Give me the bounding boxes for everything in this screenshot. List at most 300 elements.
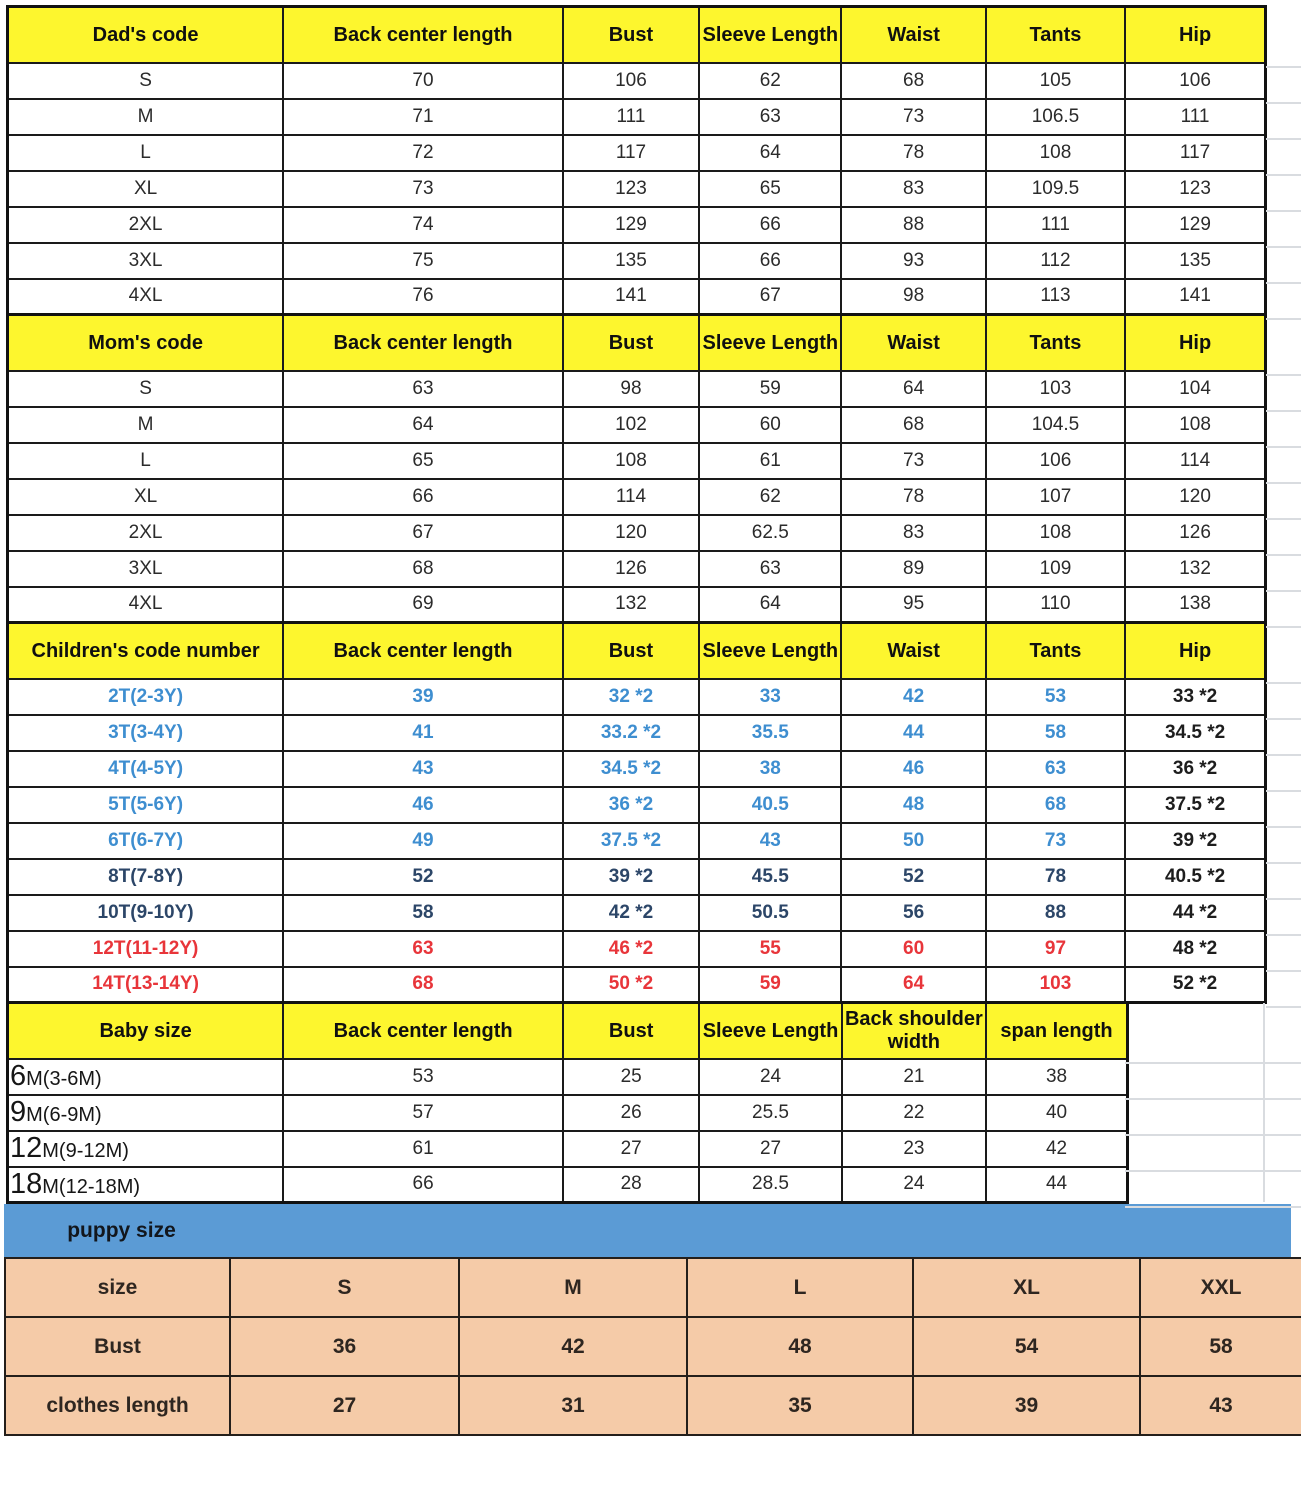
value-cell: 64 xyxy=(283,407,563,443)
value-cell: 24 xyxy=(842,1167,986,1203)
value-cell: 23 xyxy=(842,1131,986,1167)
column-header-cell: Back center length xyxy=(283,623,563,679)
row-label-size-number: 18 xyxy=(10,1167,43,1200)
value-cell: 68 xyxy=(986,787,1125,823)
table-row xyxy=(5,1376,1301,1435)
row-label xyxy=(8,1131,284,1167)
gridline xyxy=(1125,1062,1301,1064)
value-cell: 114 xyxy=(1125,443,1265,479)
value-cell: 44 xyxy=(841,715,985,751)
value-cell: 46 xyxy=(841,751,985,787)
value-cell: 132 xyxy=(1125,551,1265,587)
table-row xyxy=(8,967,1266,1003)
gridline xyxy=(1266,174,1301,176)
value-cell: 98 xyxy=(563,371,699,407)
row-label: 4T(4-5Y) xyxy=(8,751,284,787)
value-cell: 48 xyxy=(841,787,985,823)
row-label-age-range: M(6-9M) xyxy=(26,1104,102,1126)
column-header-cell: Sleeve Length xyxy=(699,1003,841,1059)
puppy-clothes-length-cell: 39 xyxy=(913,1376,1140,1435)
mom-code-header-cell: Mom's code xyxy=(8,315,284,371)
value-cell: 104 xyxy=(1125,371,1265,407)
value-cell: 27 xyxy=(563,1131,699,1167)
value-cell: 44 xyxy=(986,1167,1127,1203)
value-cell: 68 xyxy=(283,967,563,1003)
value-cell: 33.2 *2 xyxy=(563,715,699,751)
puppy-size-title: puppy size xyxy=(67,1218,176,1242)
table-row xyxy=(8,1167,1128,1203)
value-cell: 53 xyxy=(283,1059,563,1095)
row-label: 4XL xyxy=(8,279,284,315)
gridline xyxy=(1125,1098,1301,1100)
gridline xyxy=(1266,282,1301,284)
gridline xyxy=(1266,318,1301,320)
value-cell: 65 xyxy=(283,443,563,479)
mom-size-table xyxy=(6,313,1267,624)
value-cell: 26 xyxy=(563,1095,699,1131)
value-cell: 135 xyxy=(1125,243,1265,279)
value-cell: 93 xyxy=(841,243,985,279)
gridline xyxy=(1266,970,1301,972)
table-row xyxy=(8,587,1266,623)
row-label: 2XL xyxy=(8,515,284,551)
puppy-row-header: size xyxy=(5,1258,230,1317)
column-header-cell: span length xyxy=(986,1003,1127,1059)
value-cell: 138 xyxy=(1125,587,1265,623)
value-cell: 106 xyxy=(1125,63,1265,99)
value-cell: 25 xyxy=(563,1059,699,1095)
table-row xyxy=(8,171,1266,207)
table-row xyxy=(8,895,1266,931)
value-cell: 78 xyxy=(986,859,1125,895)
value-cell: 28.5 xyxy=(699,1167,841,1203)
puppy-bust-cell: 42 xyxy=(459,1317,687,1376)
column-header-cell: Bust xyxy=(563,1003,699,1059)
table-row xyxy=(8,1059,1128,1095)
value-cell: 129 xyxy=(563,207,699,243)
row-label: XL xyxy=(8,479,284,515)
value-cell: 63 xyxy=(283,371,563,407)
column-header-cell: Waist xyxy=(841,315,985,371)
value-cell: 58 xyxy=(986,715,1125,751)
tables-container xyxy=(6,5,1301,1436)
table-row xyxy=(5,1258,1301,1317)
value-cell: 37.5 *2 xyxy=(563,823,699,859)
value-cell: 111 xyxy=(563,99,699,135)
value-cell: 129 xyxy=(1125,207,1265,243)
table-row xyxy=(8,823,1266,859)
value-cell: 59 xyxy=(699,371,841,407)
column-header-cell: Tants xyxy=(986,315,1125,371)
value-cell: 63 xyxy=(283,931,563,967)
table-header-row xyxy=(8,623,1266,679)
row-label: 2T(2-3Y) xyxy=(8,679,284,715)
value-cell: 120 xyxy=(1125,479,1265,515)
value-cell: 40.5 *2 xyxy=(1125,859,1265,895)
puppy-row-header: Bust xyxy=(5,1317,230,1376)
value-cell: 33 xyxy=(699,679,841,715)
row-label-size-number: 12 xyxy=(10,1132,43,1164)
gridline xyxy=(1266,682,1301,684)
value-cell: 117 xyxy=(1125,135,1265,171)
value-cell: 65 xyxy=(699,171,841,207)
column-header-cell: Bust xyxy=(563,315,699,371)
gridline xyxy=(1263,1003,1265,1202)
puppy-size-label-cell: L xyxy=(687,1258,913,1317)
value-cell: 78 xyxy=(841,479,985,515)
dad-code-header-cell: Dad's code xyxy=(8,7,284,63)
value-cell: 42 xyxy=(841,679,985,715)
value-cell: 67 xyxy=(699,279,841,315)
row-label-size-number: 6 xyxy=(10,1060,27,1092)
value-cell: 97 xyxy=(986,931,1125,967)
value-cell: 108 xyxy=(1125,407,1265,443)
row-label-size-number: 9 xyxy=(10,1096,27,1128)
gridline xyxy=(1266,410,1301,412)
value-cell: 50 *2 xyxy=(563,967,699,1003)
value-cell: 40 xyxy=(986,1095,1127,1131)
value-cell: 108 xyxy=(563,443,699,479)
column-header-cell: Bust xyxy=(563,623,699,679)
row-label: 12T(11-12Y) xyxy=(8,931,284,967)
value-cell: 60 xyxy=(699,407,841,443)
puppy-size-header-bar xyxy=(4,1204,1291,1257)
value-cell: 57 xyxy=(283,1095,563,1131)
value-cell: 105 xyxy=(986,63,1125,99)
value-cell: 34.5 *2 xyxy=(563,751,699,787)
gridline xyxy=(1266,898,1301,900)
column-header-cell: Back center length xyxy=(283,315,563,371)
value-cell: 66 xyxy=(283,1167,563,1203)
value-cell: 49 xyxy=(283,823,563,859)
value-cell: 123 xyxy=(563,171,699,207)
gridline xyxy=(1266,66,1301,68)
gridline xyxy=(1125,1170,1301,1172)
value-cell: 102 xyxy=(563,407,699,443)
gridline xyxy=(1266,754,1301,756)
row-label: 5T(5-6Y) xyxy=(8,787,284,823)
column-header-cell: Hip xyxy=(1125,315,1265,371)
value-cell: 38 xyxy=(986,1059,1127,1095)
row-label: M xyxy=(8,99,284,135)
column-header-cell: Back center length xyxy=(283,1003,563,1059)
value-cell: 103 xyxy=(986,967,1125,1003)
table-row xyxy=(8,751,1266,787)
puppy-bust-cell: 48 xyxy=(687,1317,913,1376)
value-cell: 73 xyxy=(841,443,985,479)
value-cell: 39 *2 xyxy=(1125,823,1265,859)
table-row xyxy=(8,515,1266,551)
value-cell: 62 xyxy=(699,63,841,99)
column-header-cell: Waist xyxy=(841,7,985,63)
row-label: XL xyxy=(8,171,284,207)
puppy-bust-cell: 36 xyxy=(230,1317,459,1376)
value-cell: 40.5 xyxy=(699,787,841,823)
children-code-header-cell: Children's code number xyxy=(8,623,284,679)
row-label: 3XL xyxy=(8,551,284,587)
dad-size-table xyxy=(6,5,1267,316)
column-header-cell: Tants xyxy=(986,7,1125,63)
table-header-row xyxy=(8,1003,1128,1059)
value-cell: 45.5 xyxy=(699,859,841,895)
value-cell: 103 xyxy=(986,371,1125,407)
value-cell: 27 xyxy=(699,1131,841,1167)
value-cell: 60 xyxy=(841,931,985,967)
puppy-size-label-cell: S xyxy=(230,1258,459,1317)
gridline xyxy=(1266,718,1301,720)
value-cell: 66 xyxy=(283,479,563,515)
row-label: 4XL xyxy=(8,587,284,623)
value-cell: 53 xyxy=(986,679,1125,715)
row-label: S xyxy=(8,63,284,99)
value-cell: 106 xyxy=(986,443,1125,479)
value-cell: 114 xyxy=(563,479,699,515)
value-cell: 120 xyxy=(563,515,699,551)
table-row xyxy=(8,443,1266,479)
value-cell: 25.5 xyxy=(699,1095,841,1131)
row-label: L xyxy=(8,135,284,171)
value-cell: 76 xyxy=(283,279,563,315)
value-cell: 58 xyxy=(283,895,563,931)
gridline xyxy=(1125,1134,1301,1136)
value-cell: 39 xyxy=(283,679,563,715)
value-cell: 68 xyxy=(841,407,985,443)
table-row xyxy=(8,407,1266,443)
value-cell: 34.5 *2 xyxy=(1125,715,1265,751)
value-cell: 66 xyxy=(699,243,841,279)
puppy-clothes-length-cell: 31 xyxy=(459,1376,687,1435)
value-cell: 75 xyxy=(283,243,563,279)
value-cell: 64 xyxy=(699,135,841,171)
value-cell: 52 xyxy=(283,859,563,895)
value-cell: 126 xyxy=(563,551,699,587)
value-cell: 109 xyxy=(986,551,1125,587)
row-label: 8T(7-8Y) xyxy=(8,859,284,895)
puppy-size-label-cell: XL xyxy=(913,1258,1140,1317)
row-label xyxy=(8,1095,284,1131)
row-label-age-range: M(3-6M) xyxy=(26,1068,102,1090)
column-header-cell: Hip xyxy=(1125,623,1265,679)
value-cell: 107 xyxy=(986,479,1125,515)
value-cell: 73 xyxy=(841,99,985,135)
value-cell: 36 *2 xyxy=(563,787,699,823)
gridline xyxy=(1266,482,1301,484)
value-cell: 135 xyxy=(563,243,699,279)
value-cell: 78 xyxy=(841,135,985,171)
gridline xyxy=(1266,590,1301,592)
value-cell: 64 xyxy=(841,967,985,1003)
gridline xyxy=(1266,554,1301,556)
value-cell: 28 xyxy=(563,1167,699,1203)
value-cell: 32 *2 xyxy=(563,679,699,715)
value-cell: 39 *2 xyxy=(563,859,699,895)
puppy-row-header: clothes length xyxy=(5,1376,230,1435)
value-cell: 88 xyxy=(841,207,985,243)
column-header-cell: Sleeve Length xyxy=(699,7,841,63)
value-cell: 132 xyxy=(563,587,699,623)
value-cell: 111 xyxy=(1125,99,1265,135)
value-cell: 108 xyxy=(986,515,1125,551)
children-size-table xyxy=(6,621,1267,1004)
row-label xyxy=(8,1167,284,1203)
value-cell: 52 *2 xyxy=(1125,967,1265,1003)
row-label: L xyxy=(8,443,284,479)
table-row xyxy=(8,371,1266,407)
value-cell: 56 xyxy=(841,895,985,931)
value-cell: 73 xyxy=(283,171,563,207)
value-cell: 72 xyxy=(283,135,563,171)
value-cell: 46 *2 xyxy=(563,931,699,967)
table-row xyxy=(8,1095,1128,1131)
value-cell: 109.5 xyxy=(986,171,1125,207)
gridline xyxy=(1266,138,1301,140)
column-header-cell: Back center length xyxy=(283,7,563,63)
value-cell: 67 xyxy=(283,515,563,551)
gridline xyxy=(1266,626,1301,628)
table-row xyxy=(8,135,1266,171)
value-cell: 73 xyxy=(986,823,1125,859)
column-header-cell: Tants xyxy=(986,623,1125,679)
value-cell: 48 *2 xyxy=(1125,931,1265,967)
value-cell: 64 xyxy=(841,371,985,407)
table-row xyxy=(8,207,1266,243)
value-cell: 95 xyxy=(841,587,985,623)
column-header-cell: Sleeve Length xyxy=(699,315,841,371)
table-row xyxy=(8,859,1266,895)
puppy-clothes-length-cell: 43 xyxy=(1140,1376,1301,1435)
value-cell: 106.5 xyxy=(986,99,1125,135)
row-label: 6T(6-7Y) xyxy=(8,823,284,859)
row-label: 3XL xyxy=(8,243,284,279)
gridline xyxy=(1266,790,1301,792)
row-label: 2XL xyxy=(8,207,284,243)
value-cell: 74 xyxy=(283,207,563,243)
value-cell: 62 xyxy=(699,479,841,515)
gridline xyxy=(1266,826,1301,828)
gridline xyxy=(1266,102,1301,104)
value-cell: 112 xyxy=(986,243,1125,279)
value-cell: 70 xyxy=(283,63,563,99)
value-cell: 104.5 xyxy=(986,407,1125,443)
value-cell: 37.5 *2 xyxy=(1125,787,1265,823)
column-header-cell: Back shoulder width xyxy=(842,1003,986,1059)
value-cell: 61 xyxy=(699,443,841,479)
table-row xyxy=(8,1131,1128,1167)
table-row xyxy=(8,715,1266,751)
value-cell: 62.5 xyxy=(699,515,841,551)
value-cell: 55 xyxy=(699,931,841,967)
baby-size-table xyxy=(6,1001,1129,1204)
puppy-bust-cell: 54 xyxy=(913,1317,1140,1376)
table-row xyxy=(8,243,1266,279)
value-cell: 111 xyxy=(986,207,1125,243)
value-cell: 33 *2 xyxy=(1125,679,1265,715)
value-cell: 43 xyxy=(699,823,841,859)
puppy-size-label-cell: M xyxy=(459,1258,687,1317)
value-cell: 68 xyxy=(841,63,985,99)
value-cell: 110 xyxy=(986,587,1125,623)
table-row xyxy=(8,63,1266,99)
value-cell: 66 xyxy=(699,207,841,243)
value-cell: 98 xyxy=(841,279,985,315)
gridline xyxy=(1125,1206,1301,1208)
value-cell: 106 xyxy=(563,63,699,99)
value-cell: 35.5 xyxy=(699,715,841,751)
gridline xyxy=(1266,934,1301,936)
value-cell: 71 xyxy=(283,99,563,135)
value-cell: 68 xyxy=(283,551,563,587)
baby-code-header-cell: Baby size xyxy=(8,1003,284,1059)
puppy-size-table xyxy=(4,1257,1301,1436)
table-row xyxy=(8,679,1266,715)
puppy-clothes-length-cell: 35 xyxy=(687,1376,913,1435)
gridline xyxy=(1266,446,1301,448)
column-header-cell: Bust xyxy=(563,7,699,63)
value-cell: 44 *2 xyxy=(1125,895,1265,931)
row-label-age-range: M(9-12M) xyxy=(42,1140,129,1162)
column-header-cell: Hip xyxy=(1125,7,1265,63)
value-cell: 141 xyxy=(1125,279,1265,315)
table-row xyxy=(8,787,1266,823)
gridline xyxy=(1266,518,1301,520)
gridline xyxy=(1266,246,1301,248)
row-label: S xyxy=(8,371,284,407)
value-cell: 52 xyxy=(841,859,985,895)
value-cell: 46 xyxy=(283,787,563,823)
value-cell: 88 xyxy=(986,895,1125,931)
value-cell: 43 xyxy=(283,751,563,787)
gridline xyxy=(1266,862,1301,864)
row-label xyxy=(8,1059,284,1095)
gridline xyxy=(1266,210,1301,212)
table-row xyxy=(8,931,1266,967)
row-label: M xyxy=(8,407,284,443)
value-cell: 83 xyxy=(841,515,985,551)
table-row xyxy=(8,99,1266,135)
column-header-cell: Waist xyxy=(841,623,985,679)
value-cell: 89 xyxy=(841,551,985,587)
table-header-row xyxy=(8,7,1266,63)
value-cell: 64 xyxy=(699,587,841,623)
value-cell: 113 xyxy=(986,279,1125,315)
column-header-cell: Sleeve Length xyxy=(699,623,841,679)
table-row xyxy=(8,551,1266,587)
value-cell: 50.5 xyxy=(699,895,841,931)
table-header-row xyxy=(8,315,1266,371)
value-cell: 24 xyxy=(699,1059,841,1095)
value-cell: 108 xyxy=(986,135,1125,171)
value-cell: 59 xyxy=(699,967,841,1003)
value-cell: 21 xyxy=(842,1059,986,1095)
value-cell: 50 xyxy=(841,823,985,859)
table-row xyxy=(8,279,1266,315)
table-row xyxy=(5,1317,1301,1376)
row-label: 14T(13-14Y) xyxy=(8,967,284,1003)
value-cell: 41 xyxy=(283,715,563,751)
row-label-age-range: M(12-18M) xyxy=(42,1175,141,1198)
value-cell: 117 xyxy=(563,135,699,171)
value-cell: 69 xyxy=(283,587,563,623)
value-cell: 63 xyxy=(699,551,841,587)
value-cell: 63 xyxy=(986,751,1125,787)
value-cell: 61 xyxy=(283,1131,563,1167)
table-row xyxy=(8,479,1266,515)
value-cell: 38 xyxy=(699,751,841,787)
gridline xyxy=(1266,374,1301,376)
value-cell: 42 xyxy=(986,1131,1127,1167)
gridline xyxy=(1266,1006,1301,1008)
value-cell: 36 *2 xyxy=(1125,751,1265,787)
